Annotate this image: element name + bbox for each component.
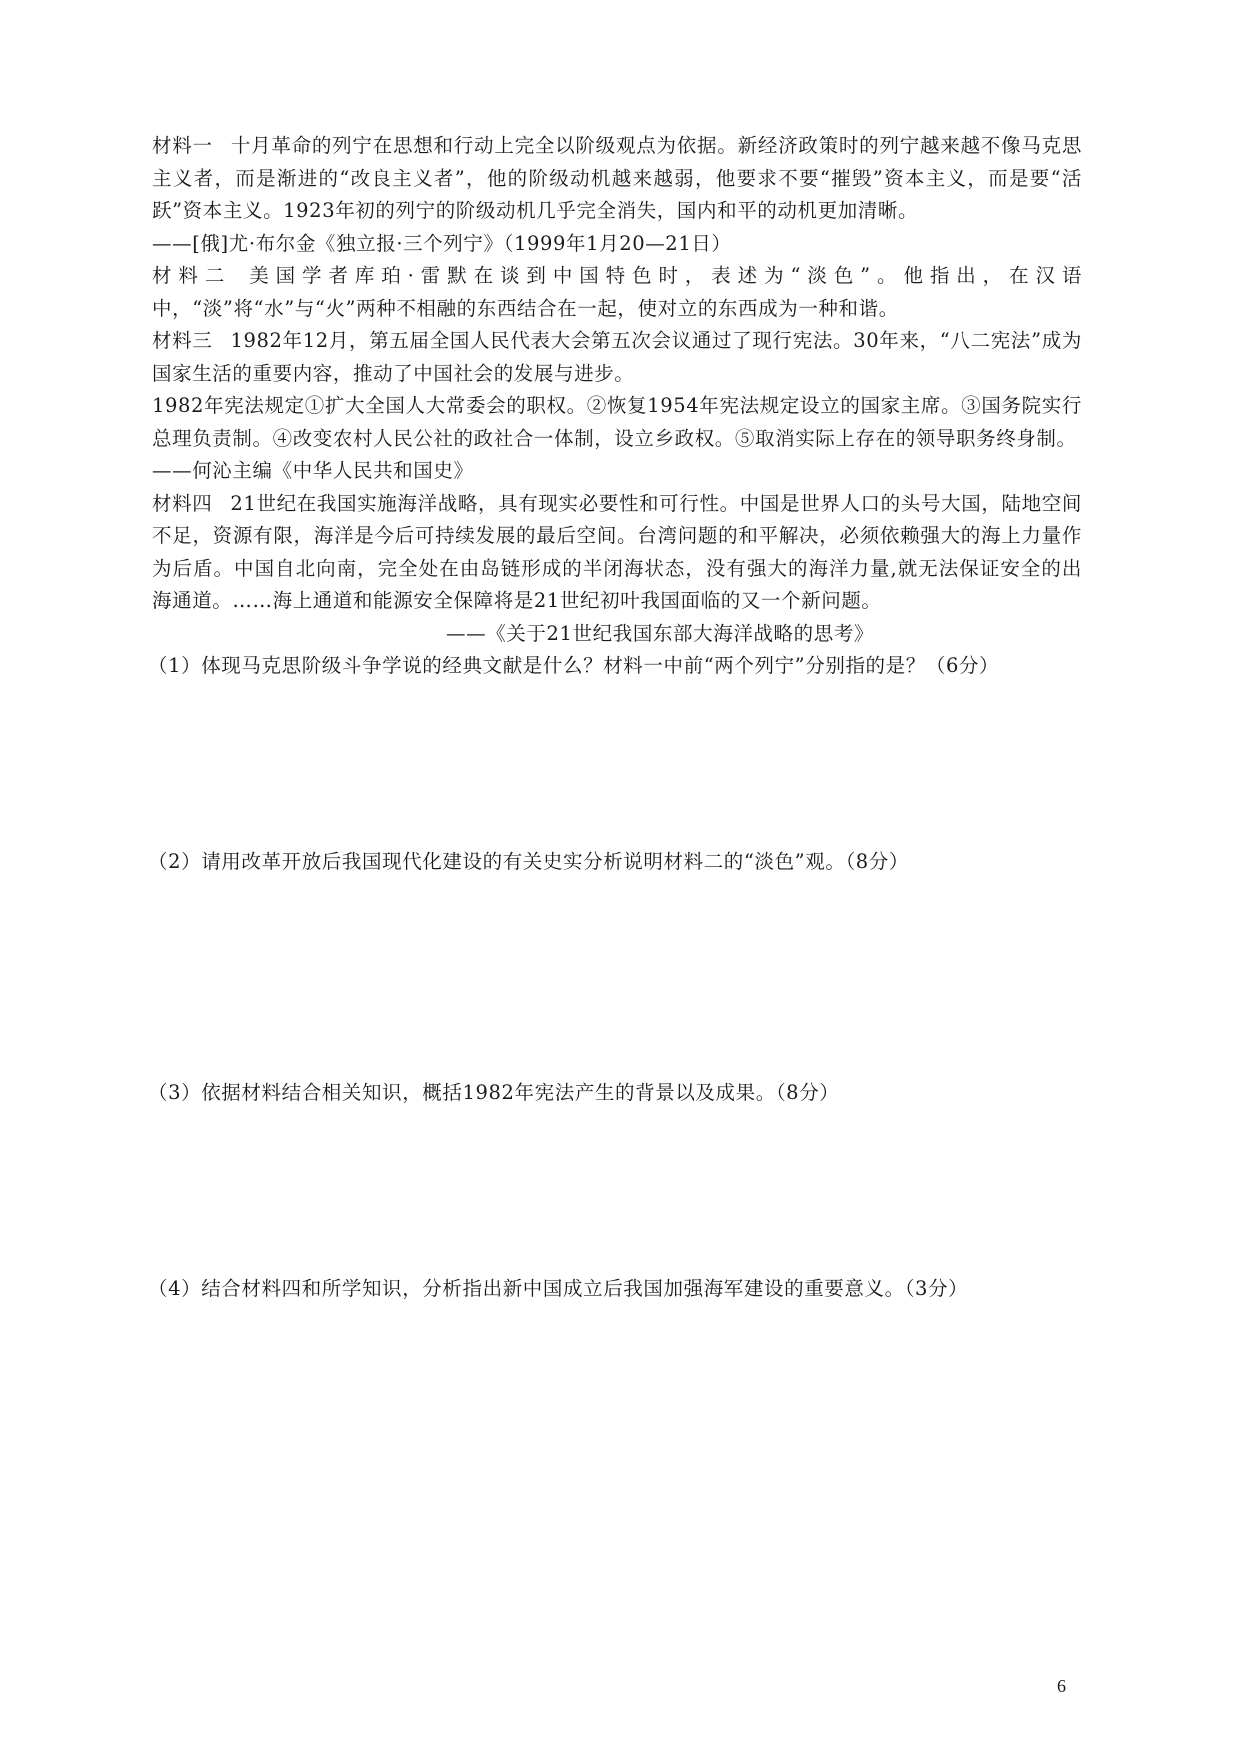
question-2: （2）请用改革开放后我国现代化建设的有关史实分析说明材料二的“淡色”观。（8分） [148,849,910,873]
material-2-text: 美国学者库珀·雷默在谈到中国特色时，表述为“淡色”。他指出，在汉语中，“淡”将“水”与“火”两种不相融的东西结合在一起，使对立的东西成为一种和谐。 [152,264,1082,320]
page-number: 6 [1057,1676,1066,1696]
material-1 [152,130,1082,228]
material-3-source: ——何沁主编《中华人民共和国史》 [152,459,474,482]
answer-space-2[interactable] [152,878,1082,1077]
material-3 [152,325,1082,390]
material-2 [152,260,1082,325]
material-2-label: 材料二 [152,264,232,287]
material-4-label: 材料四 [152,491,213,515]
material-1-label: 材料一 [152,134,213,157]
answer-space-1[interactable] [152,683,1082,846]
material-4-source: ——《关于21世纪我国东部大海洋战略的思考》 [446,621,875,645]
material-4-text: 21世纪在我国实施海洋战略，具有现实必要性和可行性。中国是世界人口的头号大国，陆地空间不足，资源有限，海洋是今后可持续发展的最后空间。台湾问题的和平解决，必须依赖强大的海上力量作为后盾。中国自北向南，完全处在由岛链形成的半闭海状态，没有强大的海洋力量,就无法保证安全的出海通道。……海上通道和能源安全保障将是21世纪初叶我国面临的又一个新问题。 [152,491,1082,612]
question-3: （3）依据材料结合相关知识，概括1982年宪法产生的背景以及成果。（8分） [148,1081,840,1104]
material-1-source: ——[俄]尤·布尔金《独立报·三个列宁》（1999年1月20—21日） [152,231,732,255]
question-4: （4）结合材料四和所学知识，分析指出新中国成立后我国加强海军建设的重要意义。（3分） [148,1276,969,1300]
material-4 [152,488,1082,618]
material-3-text: 1982年12月，第五届全国人民代表大会第五次会议通过了现行宪法。30年来，“八二宪法”成为国家生活的重要内容，推动了中国社会的发展与进步。 [152,329,1082,385]
answer-space-3[interactable] [152,1110,1082,1273]
page-content [148,130,1082,1305]
material-1-text: 十月革命的列宁在思想和行动上完全以阶级观点为依据。新经济政策时的列宁越来越不像马克思主义者，而是渐进的“改良主义者”，他的阶级动机越来越弱，他要求不要“摧毁”资本主义，而是要“活跃”资本主义。1923年初的列宁的阶级动机几乎完全消失，国内和平的动机更加清晰。 [152,134,1082,222]
material-3-label: 材料三 [152,329,213,352]
material-3-text-2: 1982年宪法规定①扩大全国人大常委会的职权。②恢复1954年宪法规定设立的国家主席。③国务院实行总理负责制。④改变农村人民公社的政社合一体制，设立乡政权。⑤取消实际上存在的领导职务终身制。 [152,394,1082,450]
question-1: （1）体现马克思阶级斗争学说的经典文献是什么？材料一中前“两个列宁”分别指的是？（6分） [148,654,1000,677]
